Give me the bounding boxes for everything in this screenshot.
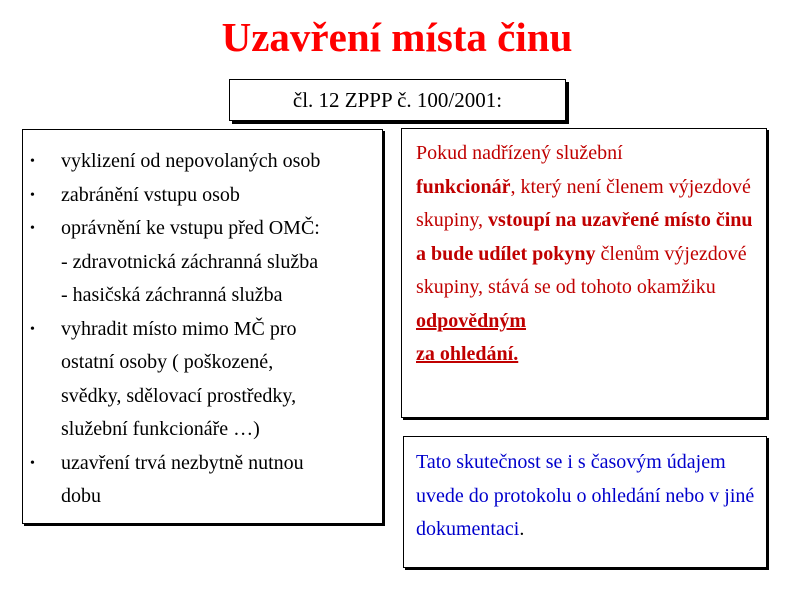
bullet-icon: • [30,221,35,236]
list-item-line: svědky, sdělovací prostředky, [61,384,297,407]
list-item-line: dobu [61,485,101,507]
responsibility-text [416,137,762,372]
list-item-line: vyklizení od nepovolaných osob [61,150,321,172]
page-title: Uzavření místa činu [221,14,573,60]
list-item-line: - hasičská záchranná služba [61,284,283,306]
record-note-body: Tato skutečnost se i s časovým údajem uvede do protokolu o ohledání nebo v jiné dokumentaci [416,451,755,540]
record-note-end: . [519,518,525,540]
bullet-icon: • [30,154,35,169]
responsibility-key-term: za ohledání. [416,343,519,365]
list-item [23,313,378,447]
bullet-icon: • [30,187,35,203]
responsibility-key-term: odpovědným [416,309,527,332]
list-item [23,447,378,514]
duties-list [23,145,378,514]
list-item-line: vyhradit místo mimo MČ pro [61,317,297,340]
law-reference-box [229,79,566,121]
responsibility-box [401,128,767,418]
law-reference: čl. 12 ZPPP č. 100/2001: [292,88,503,112]
list-item [23,212,378,313]
list-item-line: - zdravotnická záchranná služba [61,250,319,273]
responsibility-text-part: členům výjezdové skupiny, stává se od tohoto okamžiku [416,242,747,298]
record-note-text [416,446,762,547]
record-note-box [403,436,767,568]
list-item-line: zabránění vstupu osob [61,183,240,206]
responsibility-emphasis: vstoupí na uzavřené místo činu a bude udílet pokyny [416,209,753,265]
list-item-line: uzavření trvá nezbytně nutnou [61,451,304,474]
list-item-line: oprávnění ke vstupu před OMČ: [61,217,320,239]
list-item [23,179,378,213]
bullet-icon: • [30,321,35,337]
list-item [23,145,378,179]
responsibility-emphasis: funkcionář [416,175,511,198]
bullet-icon: • [30,455,35,471]
list-item-line: ostatní osoby ( poškozené, [61,351,274,373]
list-item-line: služební funkcionáře …) [61,418,260,440]
responsibility-text-part: Pokud nadřízený služební [416,142,623,164]
responsibility-text-part: , který není členem výjezdové skupiny, [416,175,751,231]
duties-box [22,129,383,524]
